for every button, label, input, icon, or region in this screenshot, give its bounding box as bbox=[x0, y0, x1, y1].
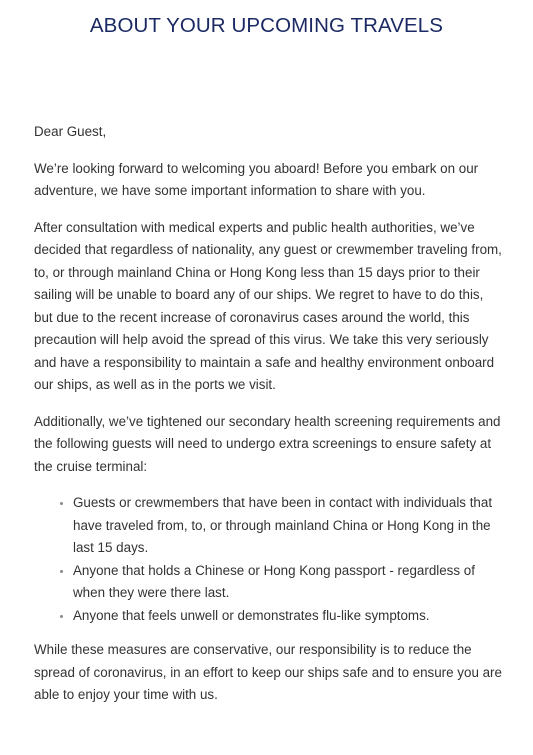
paragraph-intro: We’re looking forward to welcoming you aboard! Before you embark on our adventure, we have some important information to share with you. bbox=[34, 160, 479, 198]
list-item: • Anyone that feels unwell or demonstrates flu-like symptoms. bbox=[73, 605, 502, 628]
screening-list bbox=[34, 492, 502, 627]
page-title: ABOUT YOUR UPCOMING TRAVELS bbox=[89, 14, 444, 37]
list-item: • Guests or crewmembers that have been in contact with individuals that have traveled from, to, or through mainland China or Hong Kong in the last 15 days. bbox=[73, 492, 502, 560]
paragraph-screening: Additionally, we’ve tightened our secondary health screening requirements and the following guests will need to undergo extra screenings to ensure safety at the cruise terminal: bbox=[34, 413, 501, 474]
greeting: Dear Guest, bbox=[34, 124, 107, 139]
letter-body bbox=[34, 121, 502, 721]
list-item: • Anyone that holds a Chinese or Hong Kong passport - regardless of when they were there last. bbox=[73, 560, 502, 605]
paragraph-policy: After consultation with medical experts and public health authorities, we’ve decided that regardless of nationality, any guest or crewmember traveling from, to, or through mainland China or Hong Kong less than 15 days prior to their sailing will be unable to board any of our ships. We regret to have to do this, but due to the recent increase of coronavirus cases around the world, this precaution will help avoid the spread of this virus. We take this very seriously and have a responsibility to maintain a safe and healthy environment onboard our ships, as well as in the ports we visit. bbox=[34, 219, 502, 392]
paragraph-closing: While these measures are conservative, our responsibility is to reduce the spread of coronavirus, in an effort to keep our ships safe and to ensure you are able to enjoy your time with us. bbox=[34, 642, 502, 702]
